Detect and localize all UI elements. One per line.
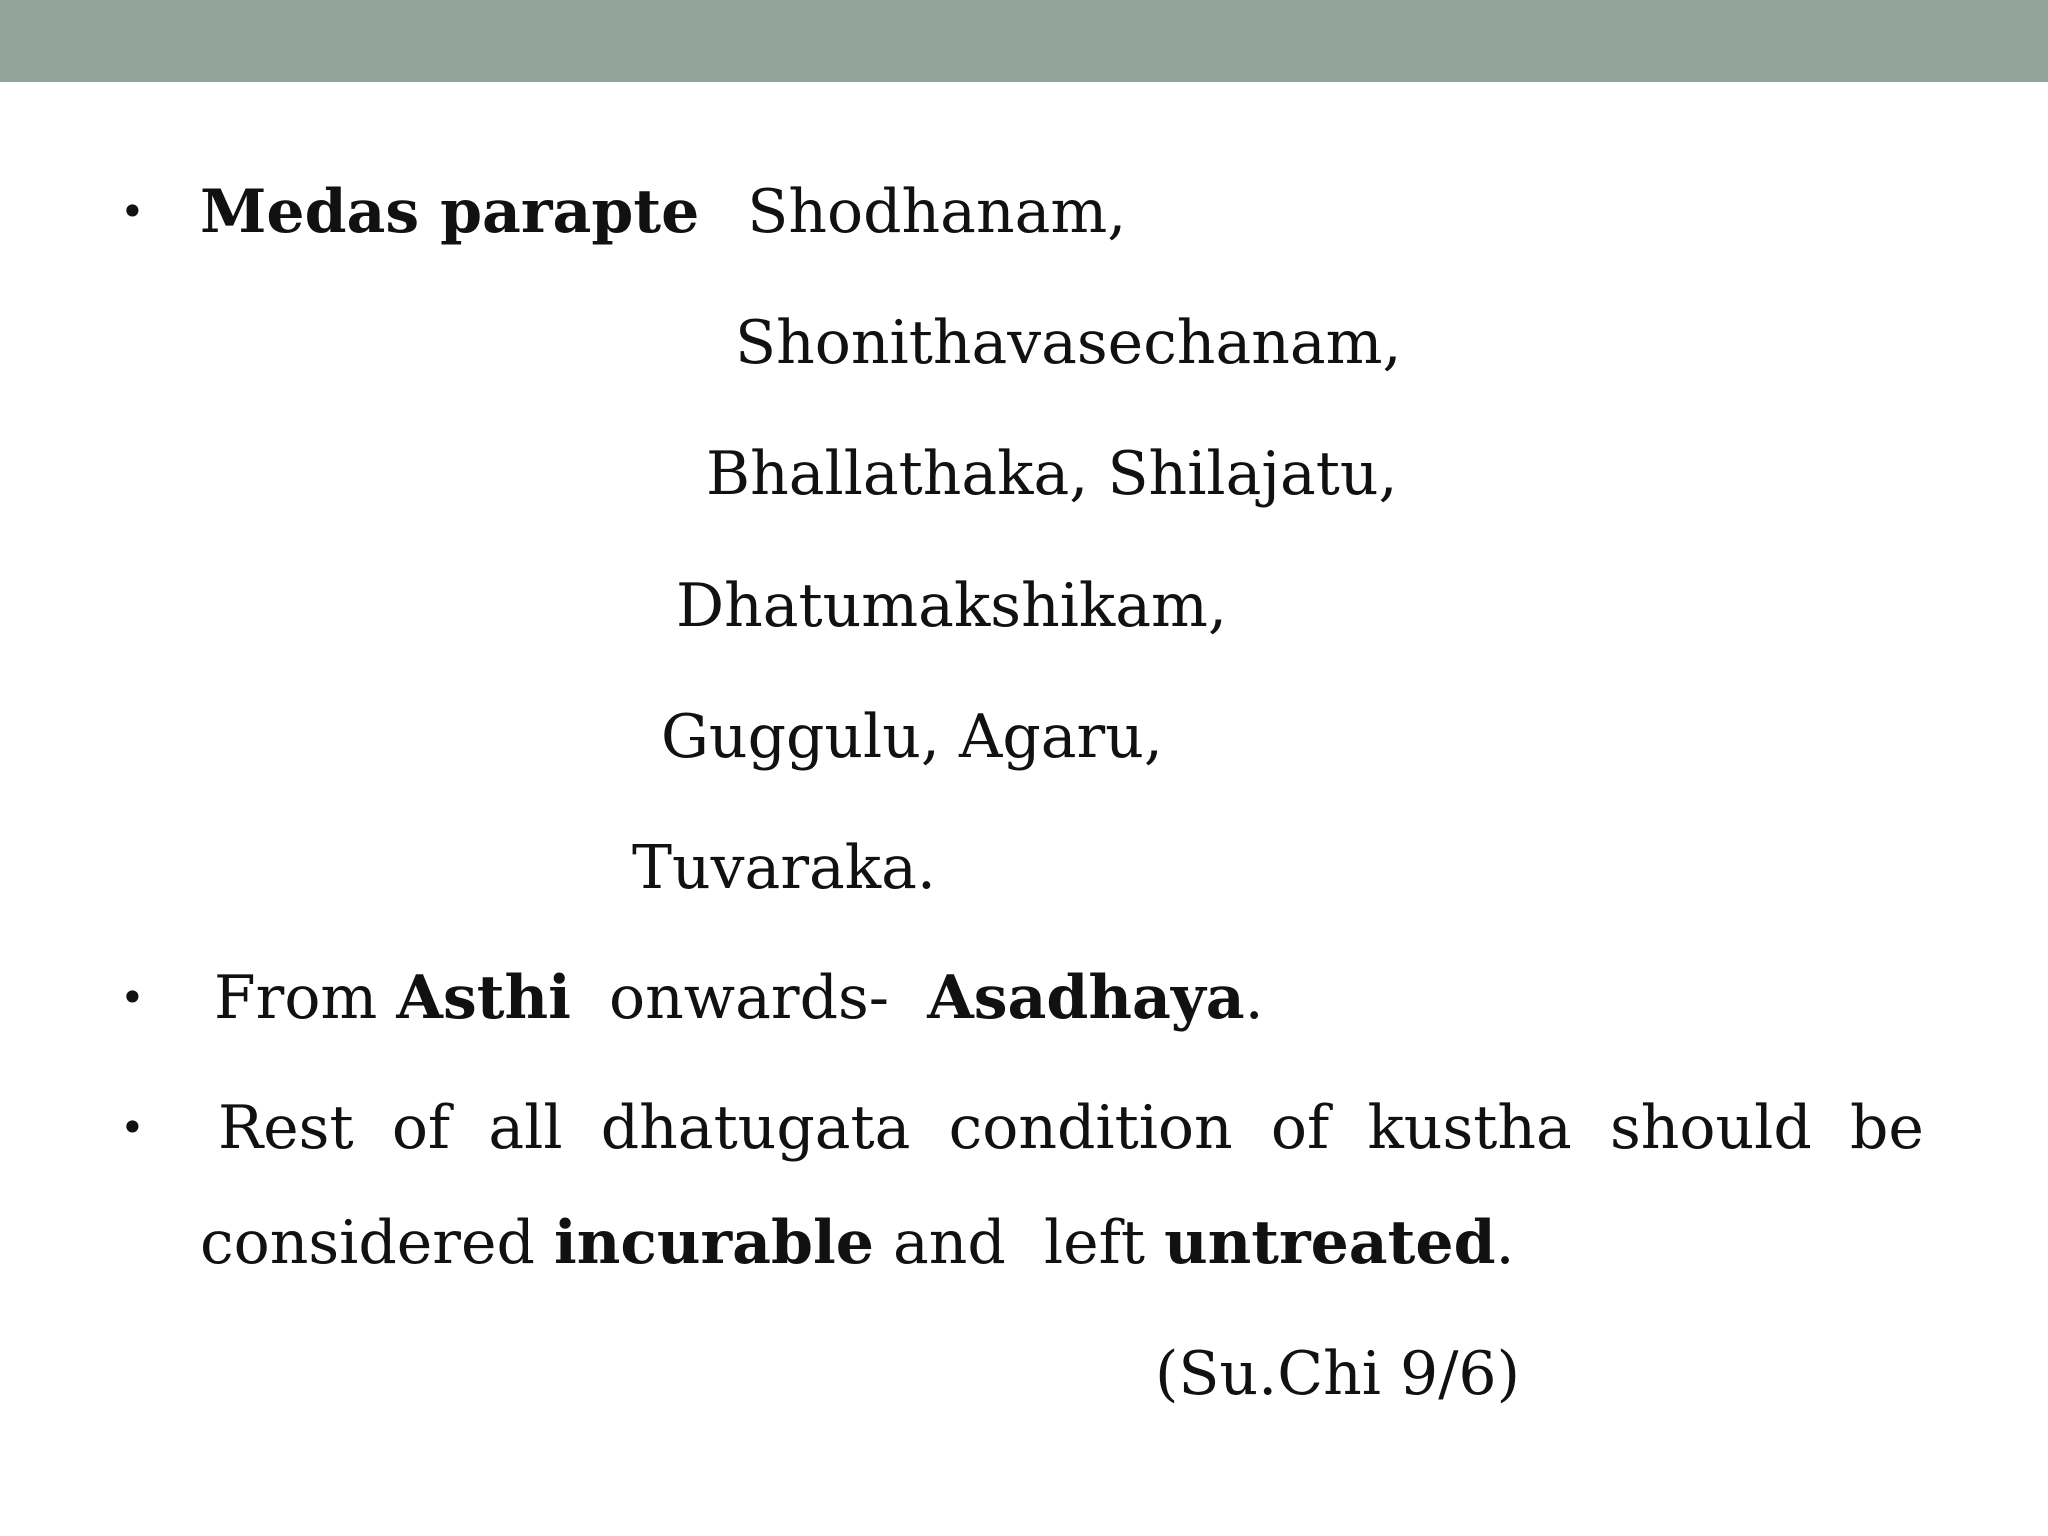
item1-continuation-2: Bhallathaka, Shilajatu,	[706, 439, 1398, 509]
bullet-3: •	[120, 1103, 145, 1152]
item3-word: condition	[948, 1093, 1233, 1163]
item3-word: be	[1850, 1093, 1924, 1163]
item3-word: of	[391, 1093, 451, 1163]
item3-bold-incurable: incurable	[553, 1208, 874, 1278]
item3-word: all	[488, 1093, 563, 1163]
item3-line2-post: .	[1495, 1208, 1515, 1278]
item1-continuation-1: Shonithavasechanam,	[735, 308, 1402, 378]
item3-word: of	[1270, 1093, 1330, 1163]
item3-line2-mid: and left	[873, 1208, 1165, 1278]
item2-bold-asthi: Asthi	[396, 963, 571, 1033]
item2-pre: From	[214, 963, 397, 1033]
item1-continuation-5: Tuvaraka.	[632, 833, 936, 903]
bullet-2: •	[120, 973, 145, 1022]
item3-bold-untreated: untreated	[1164, 1208, 1496, 1278]
item2-bold-asadhaya: Asadhaya	[927, 963, 1245, 1033]
item3-word: Rest	[218, 1093, 354, 1163]
item3-line1	[218, 1092, 1924, 1164]
item3-word: dhatugata	[600, 1093, 911, 1163]
item1-bold-lead: Medas parapte	[200, 177, 700, 247]
reference-citation: (Su.Chi 9/6)	[1155, 1339, 1521, 1409]
item3-line2-pre: considered	[200, 1208, 554, 1278]
item3-word: kustha	[1367, 1093, 1572, 1163]
item2-post: .	[1244, 963, 1264, 1033]
item1-continuation-3: Dhatumakshikam,	[676, 571, 1228, 641]
bullet-1: •	[120, 187, 145, 236]
item1-continuation-4: Guggulu, Agaru,	[661, 702, 1163, 772]
item3-line2	[200, 1207, 1515, 1279]
item1-first-line	[200, 176, 1126, 248]
item3-word: should	[1609, 1093, 1812, 1163]
item2-mid: onwards-	[570, 963, 928, 1033]
item1-first-term: Shodhanam,	[747, 177, 1127, 247]
item2-line	[214, 962, 1264, 1034]
